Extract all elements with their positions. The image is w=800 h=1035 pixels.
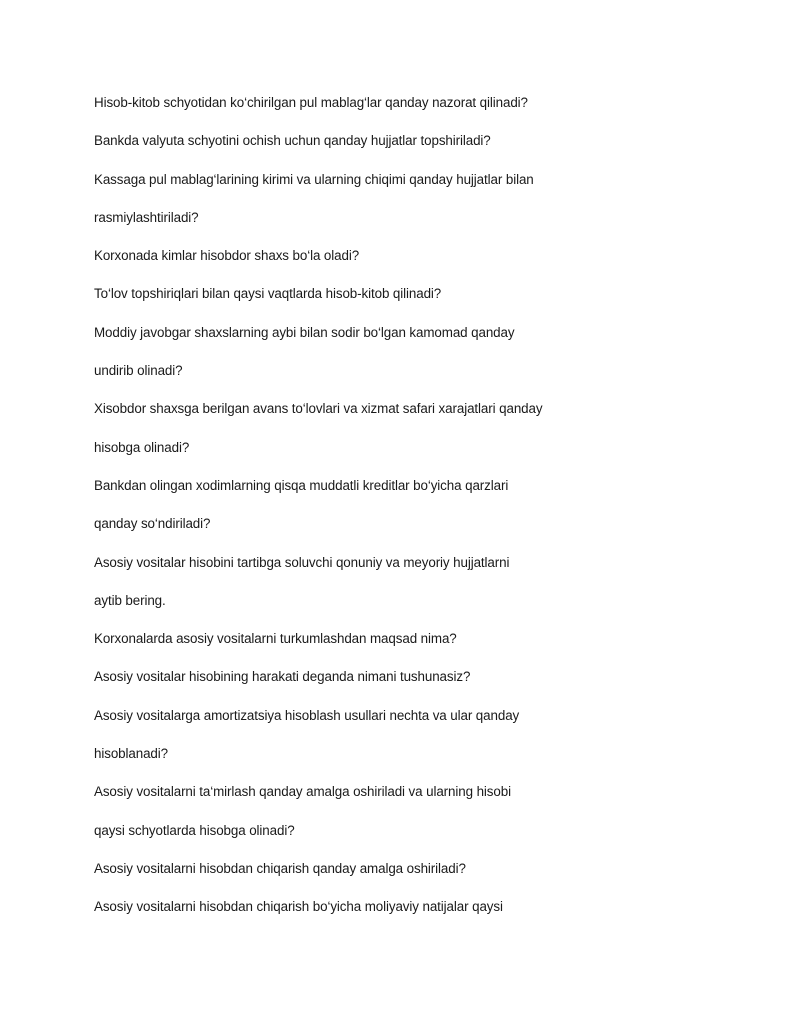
text-line: hisobga olinadi? <box>94 439 190 455</box>
text-line: hisoblanadi? <box>94 746 168 762</box>
text-line: Asosiy vositalarni hisobdan chiqarish qanday amalga oshiriladi? <box>94 860 466 876</box>
text-line: Asosiy vositalarni hisobdan chiqarish bo‘yicha moliyaviy natijalar qaysi <box>94 899 503 915</box>
text-line: qaysi schyotlarda hisobga olinadi? <box>94 822 295 838</box>
text-line: Bankda valyuta schyotini ochish uchun qanday hujjatlar topshiriladi? <box>94 133 491 149</box>
text-line: Bankdan olingan xodimlarning qisqa muddatli kreditlar bo‘yicha qarzlari <box>94 477 509 493</box>
text-line: undirib olinadi? <box>94 363 183 379</box>
text-line: Korxonalarda asosiy vositalarni turkumlashdan maqsad nima? <box>94 631 457 647</box>
text-line: qanday so‘ndiriladi? <box>94 516 211 532</box>
question-list <box>94 92 734 935</box>
text-line: rasmiylashtiriladi? <box>94 209 199 225</box>
text-line: Moddiy javobgar shaxslarning aybi bilan sodir bo‘lgan kamomad qanday <box>94 324 515 340</box>
text-line: Asosiy vositalarni ta‘mirlash qanday amalga oshiriladi va ularning hisobi <box>94 784 511 800</box>
text-line: Korxonada kimlar hisobdor shaxs bo‘la oladi? <box>94 248 360 264</box>
text-line: To‘lov topshiriqlari bilan qaysi vaqtlarda hisob-kitob qilinadi? <box>94 286 442 302</box>
text-line: Kassaga pul mablag‘larining kirimi va ularning chiqimi qanday hujjatlar bilan <box>94 171 534 187</box>
text-line: Asosiy vositalar hisobini tartibga soluvchi qonuniy va meyoriy hujjatlarni <box>94 554 510 570</box>
text-line: aytib bering. <box>94 592 166 608</box>
text-line: Xisobdor shaxsga berilgan avans to‘lovlari va xizmat safari xarajatlari qanday <box>94 401 543 417</box>
text-line: Hisob-kitob schyotidan ko‘chirilgan pul mablag‘lar qanday nazorat qilinadi? <box>94 95 528 110</box>
text-line: Asosiy vositalarga amortizatsiya hisoblash usullari nechta va ular qanday <box>94 707 520 723</box>
text-line: Asosiy vositalar hisobining harakati deganda nimani tushunasiz? <box>94 669 471 685</box>
